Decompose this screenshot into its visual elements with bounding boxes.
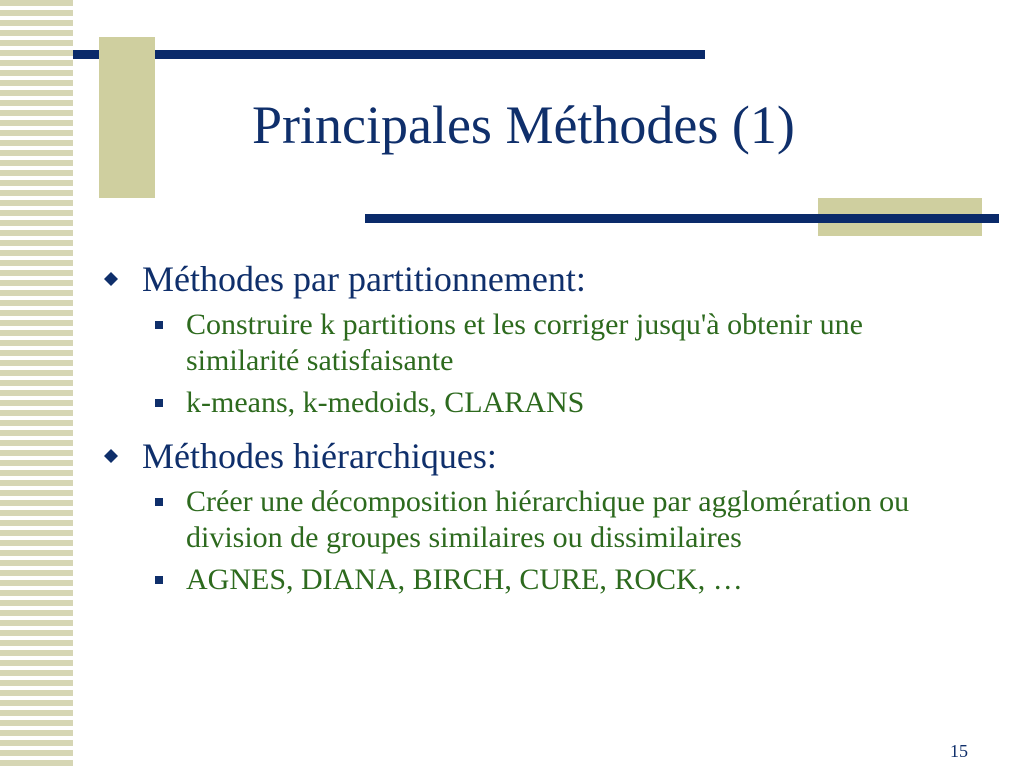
top-accent-line (73, 50, 705, 59)
bullet-partitioning (100, 258, 980, 301)
square-bullet-icon (155, 399, 163, 407)
bullet-text: Méthodes hiérarchiques: (142, 436, 497, 477)
slide-number: 15 (950, 741, 968, 761)
sub-bullet (100, 385, 980, 421)
sub-bullet-text: k-means, k-medoids, CLARANS (186, 386, 585, 420)
square-bullet-icon (155, 321, 163, 329)
square-bullet-icon (155, 498, 163, 506)
striped-margin (0, 0, 73, 768)
top-accent-block (99, 37, 155, 198)
diamond-bullet-icon (104, 272, 118, 286)
diamond-bullet-icon (104, 449, 118, 463)
title-underline (365, 214, 999, 223)
sub-bullet (100, 307, 980, 379)
sub-bullet (100, 484, 980, 556)
sub-bullet-text: Créer une décomposition hiérarchique par agglomération ou division de groupes similaires ou dissimilaires (186, 485, 910, 555)
slide-content (100, 250, 980, 598)
bullet-text: Méthodes par partitionnement: (142, 259, 586, 299)
slide-title: Principales Méthodes (1) (252, 95, 795, 155)
sub-bullet (100, 562, 980, 598)
bullet-hierarchical (100, 435, 980, 478)
sub-bullet-text: AGNES, DIANA, BIRCH, CURE, ROCK, … (186, 563, 743, 597)
sub-bullet-text: Construire k partitions et les corriger jusqu'à obtenir une similarité satisfaisante (186, 308, 863, 378)
square-bullet-icon (155, 576, 163, 584)
